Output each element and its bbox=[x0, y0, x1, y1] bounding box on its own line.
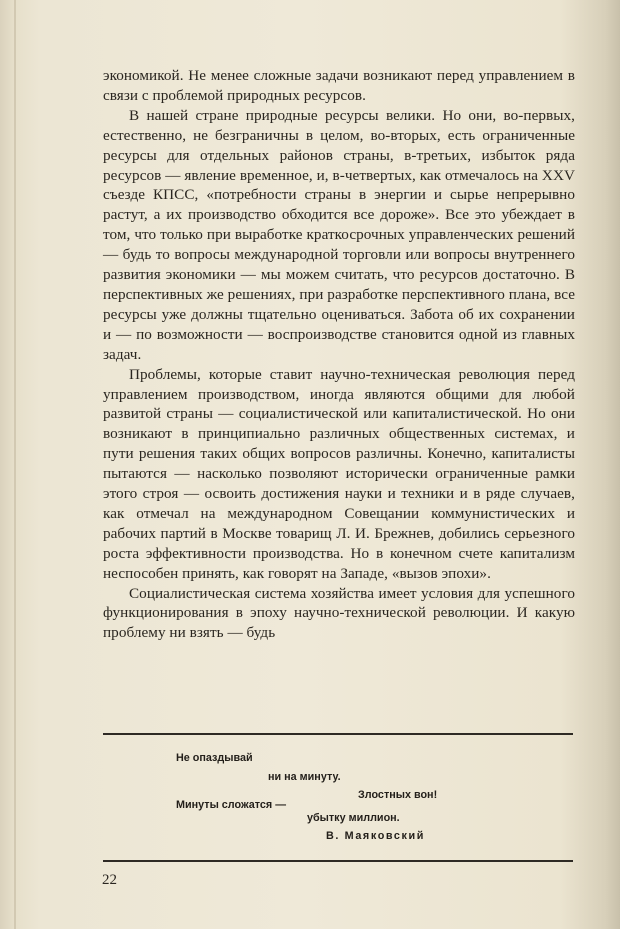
quote-line: Злостных вон! bbox=[358, 789, 438, 801]
paragraph: Социалистическая система хозяйства имеет условия для успешного функционирования в эпоху научно-технической революции. И какую проблему ни взять — будь bbox=[103, 584, 575, 642]
quote-line: ни на минуту. bbox=[268, 771, 341, 783]
quote-line: Не опаздывай bbox=[176, 752, 253, 764]
page-number: 22 bbox=[102, 872, 117, 888]
quote-line: убытку миллион. bbox=[307, 812, 400, 824]
paragraph: В нашей стране природные ресурсы велики. Но они, во-первых, естественно, не безграничны в целом, во-вторых, есть ограниченные ресурсы для отдельных районов страны, в-третьих, избыток ряда ресурсов — явление временное, и, в-четвертых, как отмечалось на XXV съезде КПСС, «потребности страны в энергии и сырье непрерывно растут, а их производство обходится все дороже». Все это убеждает в том, что только при выработке краткосрочных управленческих решений — будь то вопросы международной торговли или вопросы внутреннего развития экономики — мы можем считать, что ресурсов достаточно. В перспективных же решениях, при разработке перспективного плана, все ресурсы уже должны тщательно оцениваться. Забота об их сохранении и — по возможности — воспроизводстве становится одной из главных задач. bbox=[103, 106, 575, 363]
paragraph-continuation: экономикой. Не менее сложные задачи возникают перед управлением в связи с проблемой природных ресурсов. bbox=[103, 67, 575, 104]
quote-line: Минуты сложатся — bbox=[176, 799, 287, 811]
quote-author: В. Маяковский bbox=[326, 830, 425, 842]
quote-divider-bottom bbox=[103, 860, 573, 862]
paragraph: Проблемы, которые ставит научно-техническая революция перед управлением производством, иногда являются общими для любой развитой страны — социалистической или капиталистической. Но они возникают в принципиально различных общественных системах, и пути решения таких общих вопросов различны. Конечно, капиталисты пытаются — насколько позволяют исторически ограниченные рамки этого строя — освоить достижения науки и техники и в ряде случаев, как отмечал на международном Совещании коммунистических и рабочих партий в Москве товарищ Л. И. Брежнев, добились серьезного роста эффективности производства. Но в конечном счете капитализм неспособен принять, как говорят на Западе, «вызов эпохи». bbox=[103, 365, 575, 582]
